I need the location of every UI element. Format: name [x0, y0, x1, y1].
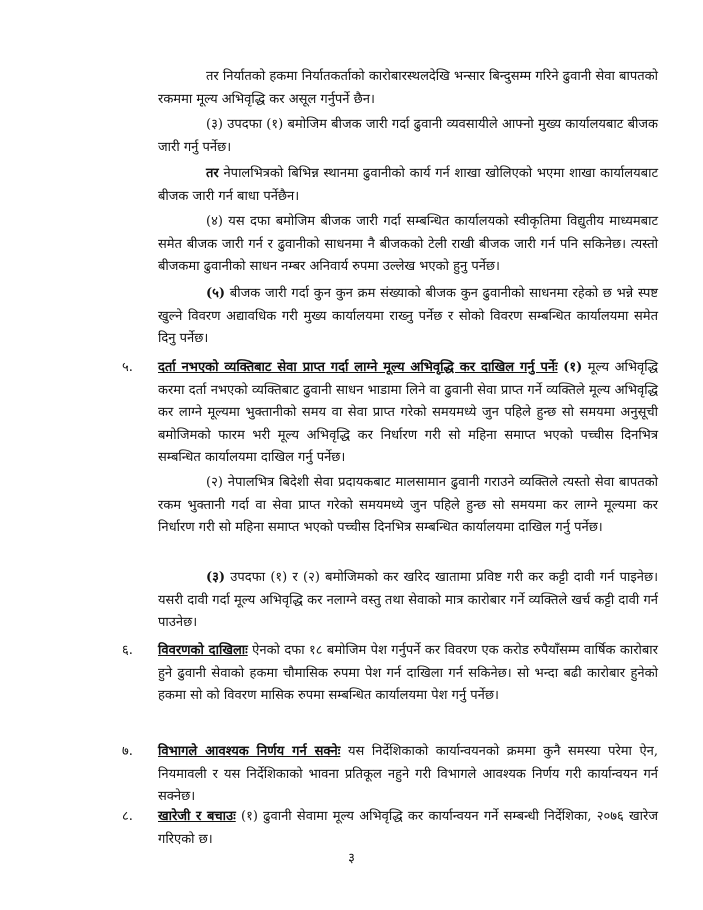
section-7-number: ७. [122, 744, 133, 759]
paragraph-subsection-3: (३) उपदफा (१) बमोजिम बीजक जारी गर्दा ढुवानी व्यवसायीले आफ्नो मुख्य कार्यालयबाट बीजक जारी गर्नु पर्नेछ। [158, 117, 658, 155]
section-6-paragraph: विवरणको दाखिलाः ऐनको दफा १८ बमोजिम पेश गर्नुपर्ने कर विवरण एक करोड रुपैयाँसम्म वार्षिक कारोबार हुने ढुवानी सेवाको हकमा चौमासिक रुपमा पेश गर्न दाखिला गर्न सकिनेछ। सो भन्दा बढी कारोबार हुनेको हकमा सो को विवरण मासिक रुपमा सम्बन्धित कार्यालयमा पेश गर्नु पर्नेछ। [158, 643, 658, 703]
subsection-5-label: (५) [206, 286, 226, 301]
section-7-paragraph: विभागले आवश्यक निर्णय गर्न सक्नेः यस निर्देशिकाको कार्यान्वयनको क्रममा कुनै समस्या परेमा ऐन, नियमावली र यस निर्देशिकाको भावना प्रतिकूल नहुने गरी विभागले आवश्यक निर्णय गरी कार्यान्वयन गर्न सक्नेछ। [158, 744, 658, 804]
page-number: ३ [348, 851, 355, 866]
section-5-paragraph: दर्ता नभएको व्यक्तिबाट सेवा प्राप्त गर्दा लाग्ने मूल्य अभिवृद्धि कर दाखिल गर्नु पर्नेः (१) मूल्य अभिवृद्धि करमा दर्ता नभएको व्यक्तिबाट ढुवानी साधन भाडामा लिने वा ढुवानी सेवा प्राप्त गर्ने व्यक्तिले मूल्य अभिवृद्धि कर लाग्ने मूल्यमा भुक्तानीको समय वा सेवा प्राप्त गरेको समयमध्ये जुन पहिले हुन्छ सो समयमा अनुसूची बमोजिमको फारम भरी मूल्य अभिवृद्धि कर निर्धारण गरी सो महिना समाप्त भएको पच्चीस दिनभित्र सम्बन्धित कार्यालयमा दाखिल गर्नु पर्नेछ। [158, 360, 658, 465]
section-5-heading: दर्ता नभएको व्यक्तिबाट सेवा प्राप्त गर्दा लाग्ने मूल्य अभिवृद्धि कर दाखिल गर्नु पर्नेः [158, 360, 558, 375]
section-5-sub3-label: (३) [206, 570, 226, 585]
section-5-sub2: (२) नेपालभित्र बिदेशी सेवा प्रदायकबाट मालसामान ढुवानी गराउने व्यक्तिले त्यस्तो सेवा बापतको रकम भुक्तानी गर्दा वा सेवा प्राप्त गरेको समयमध्ये जुन पहिले हुन्छ सो समयमा कर लाग्ने मूल्यमा कर निर्धारण गरी सो महिना समाप्त भएको पच्चीस दिनभित्र सम्बन्धित कार्यालयमा दाखिल गर्नु पर्नेछ। [158, 475, 658, 535]
section-5-sub1-label: (१) [563, 360, 583, 375]
paragraph-subsection-5: (५) बीजक जारी गर्दा कुन कुन क्रम संख्याको बीजक कुन ढुवानीको साधनमा रहेको छ भन्ने स्पष्ट खुल्ने विवरण अद्यावधिक गरी मुख्य कार्यालयमा राख्नु पर्नेछ र सोको विवरण सम्बन्धित कार्यालयमा समेत दिनु पर्नेछ। [158, 286, 658, 346]
section-6-heading: विवरणको दाखिलाः [158, 643, 248, 658]
section-7-heading: विभागले आवश्यक निर्णय गर्न सक्नेः [158, 744, 341, 759]
section-8-paragraph: खारेजी र बचाउः (१) ढुवानी सेवामा मूल्य अभिवृद्धि कर कार्यान्वयन गर्ने सम्बन्धी निर्देशिका, २०७६ खारेज गरिएको छ। [158, 809, 658, 847]
proviso-label: तर [206, 166, 219, 181]
paragraph-export-exemption: तर निर्यातको हकमा निर्यातकर्ताको कारोबारस्थलदेखि भन्सार बिन्दुसम्म गरिने ढुवानी सेवा बापतको रकममा मूल्य अभिवृद्धि कर असूल गर्नुपर्ने छैन। [158, 69, 658, 107]
section-5-number: ५. [122, 360, 133, 375]
section-8-number: ८. [122, 809, 133, 824]
paragraph-subsection-4: (४) यस दफा बमोजिम बीजक जारी गर्दा सम्बन्धित कार्यालयको स्वीकृतिमा विद्युतीय माध्यमबाट समेत बीजक जारी गर्न र ढुवानीको साधनमा नै बीजकको टेली राखी बीजक जारी गर्न पनि सकिनेछ। त्यस्तो बीजकमा ढुवानीको साधन नम्बर अनिवार्य रुपमा उल्लेख भएको हुनु पर्नेछ। [158, 214, 658, 274]
section-8-heading: खारेजी र बचाउः [158, 809, 236, 824]
paragraph-proviso: तर नेपालभित्रको बिभिन्न स्थानमा ढुवानीको कार्य गर्न शाखा खोलिएको भएमा शाखा कार्यालयबाट बीजक जारी गर्न बाधा पर्नेछैन। [158, 166, 658, 204]
section-6-number: ६. [122, 643, 133, 658]
section-5-sub3: (३) उपदफा (१) र (२) बमोजिमको कर खरिद खातामा प्रविष्ट गरी कर कट्टी दावी गर्न पाइनेछ। यसरी दावी गर्दा मूल्य अभिवृद्धि कर नलाग्ने वस्तु तथा सेवाको मात्र कारोबार गर्ने व्यक्तिले खर्च कट्टी दावी गर्न पाउनेछ। [158, 570, 658, 630]
